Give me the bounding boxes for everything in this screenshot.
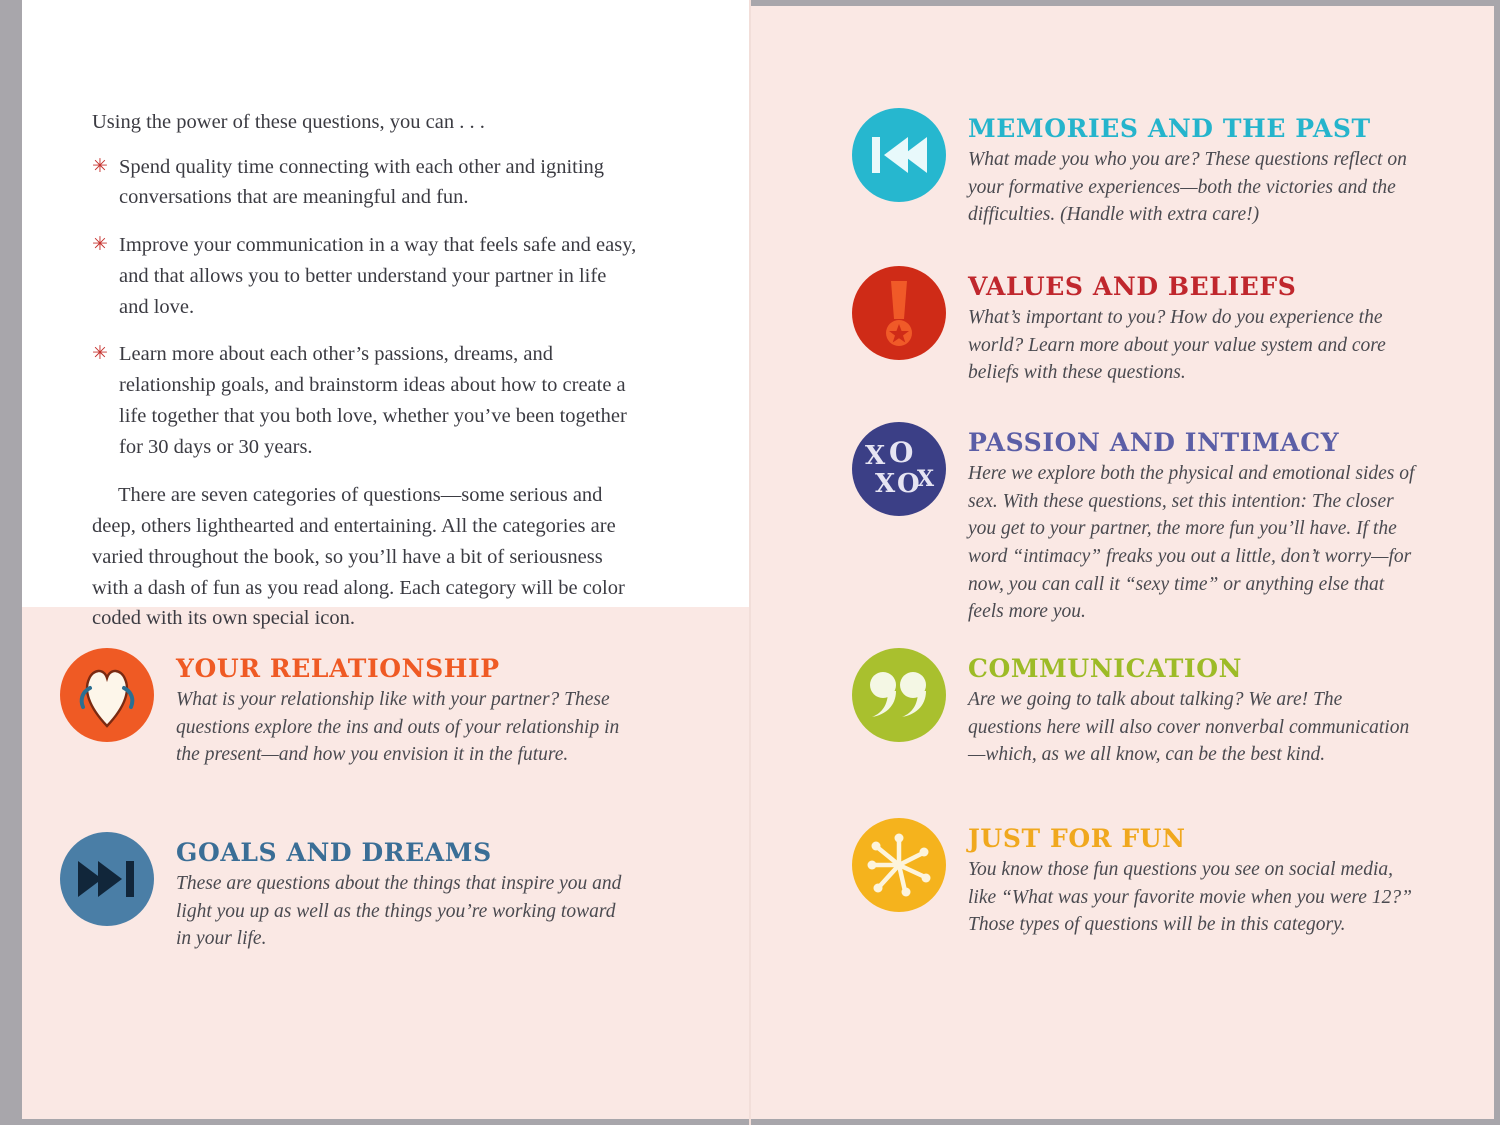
category-title: PASSION AND INTIMACY (968, 428, 1340, 457)
category-description: These are questions about the things that inspire you and light you up as well as the things you’re working toward in your life. (176, 873, 622, 950)
category-values-and-beliefs (852, 266, 1420, 387)
category-memories-and-the-past (852, 108, 1420, 229)
category-title: VALUES AND BELIEFS (968, 272, 1297, 301)
asterisk-icon: ✳ (92, 155, 108, 177)
list-item (92, 230, 637, 322)
heart-icon (60, 648, 154, 742)
fast-forward-icon (60, 832, 154, 926)
category-just-for-fun (852, 818, 1420, 939)
burst-icon (852, 818, 946, 912)
intro-paragraph: There are seven categories of questions—some serious and deep, others lighthearted and entertaining. All the categories are varied throughout the book, so you’ll have a bit of seriousness with a dash of fun as you read along. Each category will be color coded with its own special icon. (92, 484, 625, 630)
xoxo-icon (852, 422, 946, 516)
category-communication (852, 648, 1420, 769)
svg-text:O: O (897, 469, 920, 499)
category-goals-and-dreams (60, 832, 635, 953)
category-description: Here we explore both the physical and emotional sides of sex. With these questions, set this intention: The closer you get to your partner, the more fun you’ll have. If the word “intimacy” freaks you out a little, don’t worry—for now, you can call it “sexy time” or anything else that feels more you. (968, 463, 1415, 623)
svg-text:X: X (917, 466, 935, 492)
category-title: JUST FOR FUN (968, 824, 1186, 853)
category-your-relationship (60, 648, 635, 769)
asterisk-icon: ✳ (92, 234, 108, 256)
benefits-list (92, 152, 637, 463)
page-edge-right (1494, 0, 1500, 1125)
list-item-text: Spend quality time connecting with each other and igniting conversations that are meaningful and fun. (119, 155, 605, 209)
list-item-text: Learn more about each other’s passions, dreams, and relationship goals, and brainstorm ideas about how to create a life together that you both love, whether you’ve been together for 30 days or 30 years. (119, 343, 627, 458)
svg-text:O: O (889, 436, 914, 469)
rewind-icon (852, 108, 946, 202)
category-description: What’s important to you? How do you experience the world? Learn more about your value system and core beliefs with these questions. (968, 307, 1386, 384)
svg-text:X: X (875, 469, 896, 499)
svg-text:X: X (865, 441, 886, 471)
page-gutter (749, 0, 751, 1125)
asterisk-icon: ✳ (92, 343, 108, 365)
list-item (92, 339, 637, 462)
quotation-marks-icon (852, 648, 946, 742)
intro-lead: Using the power of these questions, you can . . . (92, 111, 485, 133)
page-edge-left (0, 0, 22, 1125)
list-item-text: Improve your communication in a way that feels safe and easy, and that allows you to better understand your partner in life and love. (119, 234, 637, 318)
category-description: What made you who you are? These questions reflect on your formative experiences—both the victories and the difficulties. (Handle with extra care!) (968, 149, 1407, 226)
category-title: GOALS AND DREAMS (176, 838, 492, 867)
list-item (92, 152, 637, 214)
intro-block (92, 108, 637, 634)
category-title: MEMORIES AND THE PAST (968, 114, 1371, 143)
category-description: Are we going to talk about talking? We are! The questions here will also cover nonverbal communication—which, as we all know, can be the best kind. (968, 689, 1410, 766)
category-title: COMMUNICATION (968, 654, 1243, 683)
category-description: What is your relationship like with your partner? These questions explore the ins and outs of your relationship in the present—and how you envision it in the future. (176, 689, 620, 766)
category-title: YOUR RELATIONSHIP (176, 654, 500, 683)
category-description: You know those fun questions you see on social media, like “What was your favorite movie when you were 12?” Those types of questions will be in this category. (968, 859, 1412, 936)
category-passion-and-intimacy (852, 422, 1420, 626)
medal-exclamation-icon (852, 266, 946, 360)
